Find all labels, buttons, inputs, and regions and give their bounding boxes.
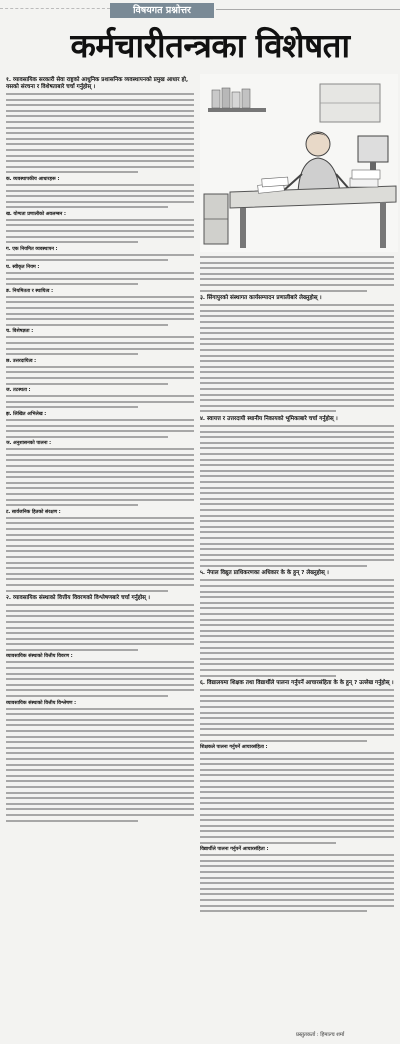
- section-header: [0, 0, 400, 20]
- heading-9: ञ. अनुशासनको पालना :: [6, 441, 52, 447]
- bottom-question: २. व्यावसायिक संस्थाको वित्तीय विवरणको विश्लेषणबारे चर्चा गर्नुहोस् ।: [6, 595, 151, 602]
- header-rule: [216, 9, 400, 10]
- section-label: विषयगत प्रश्नोत्तर: [110, 3, 214, 18]
- heading-5: च. विशेषज्ञता :: [6, 329, 34, 335]
- bottom-subheading-0: व्यावसायिक संस्थाको वित्तीय विवरण :: [6, 654, 73, 660]
- question-6: ६. विद्यालयमा शिक्षक तथा विद्यार्थीले पालना गर्नुपर्ने आचारसंहिता के के हुन् ? उल्लेख गर्नुहोस् ।: [200, 680, 394, 687]
- right-column: [200, 256, 394, 1026]
- heading-0: क. व्यवस्थापकीय आधारहरू :: [6, 176, 60, 182]
- question-4: ४. स्वायत्त र उत्तरदायी स्थानीय निकायको भूमिकाबारे चर्चा गर्नुहोस् ।: [200, 416, 338, 423]
- question-3: ३. सिंगापुरको संस्थागत कार्यसम्पादन प्रणालीबारे लेख्नुहोस् ।: [200, 295, 322, 302]
- left-column: [6, 74, 194, 1024]
- heading-2: ग. एक नियमित व्यवस्थापन :: [6, 246, 58, 252]
- question-5: ५. नेपाल विद्युत प्राधिकरणका अधिकार के के हुन् ? लेख्नुहोस् ।: [200, 570, 329, 577]
- heading-4: ङ. नियमितता र स्थायित्व :: [6, 288, 53, 294]
- heading-8: झ. लिखित अभिलेख :: [6, 411, 47, 417]
- author-credit: प्रस्तुतकर्ता : हिमाल्च शर्मा: [296, 1032, 345, 1038]
- page-title: कर्मचारीतन्त्रका विशेषता: [70, 26, 350, 65]
- intro-question: १. व्यावसायिक सरकारी सेवा राष्ट्रको आधुनिक प्रशासनिक व्यवस्थापनको प्रमुख आधार हो, यसको संरचना र विशेषताबारे चर्चा गर्नुहोस् ।: [6, 77, 189, 90]
- q6-subheading-1: विद्यार्थीले पालना गर्नुपर्ने आचारसंहिता :: [200, 847, 269, 853]
- q6-subheading-0: शिक्षकले पालना गर्नुपर्ने आचारसंहिता :: [200, 745, 268, 751]
- heading-3: घ. स्वीकृत नियम :: [6, 265, 40, 271]
- intro-body: [6, 93, 194, 173]
- header-dotted-rule: [0, 8, 110, 13]
- heading-1: ख. योग्यता प्रणालीको अवलम्बन :: [6, 211, 66, 217]
- clerk-at-desk-illustration: [200, 74, 398, 252]
- heading-7: ज. तटस्थता :: [6, 388, 31, 394]
- office-illustration: [200, 74, 398, 252]
- heading-6: छ. उत्तरदायित्व :: [6, 358, 37, 364]
- heading-10: ट. सार्वजनिक हितको संरक्षण :: [6, 509, 61, 515]
- bottom-subheading-1: व्यावसायिक संस्थाको वित्तीय विश्लेषण :: [6, 700, 76, 706]
